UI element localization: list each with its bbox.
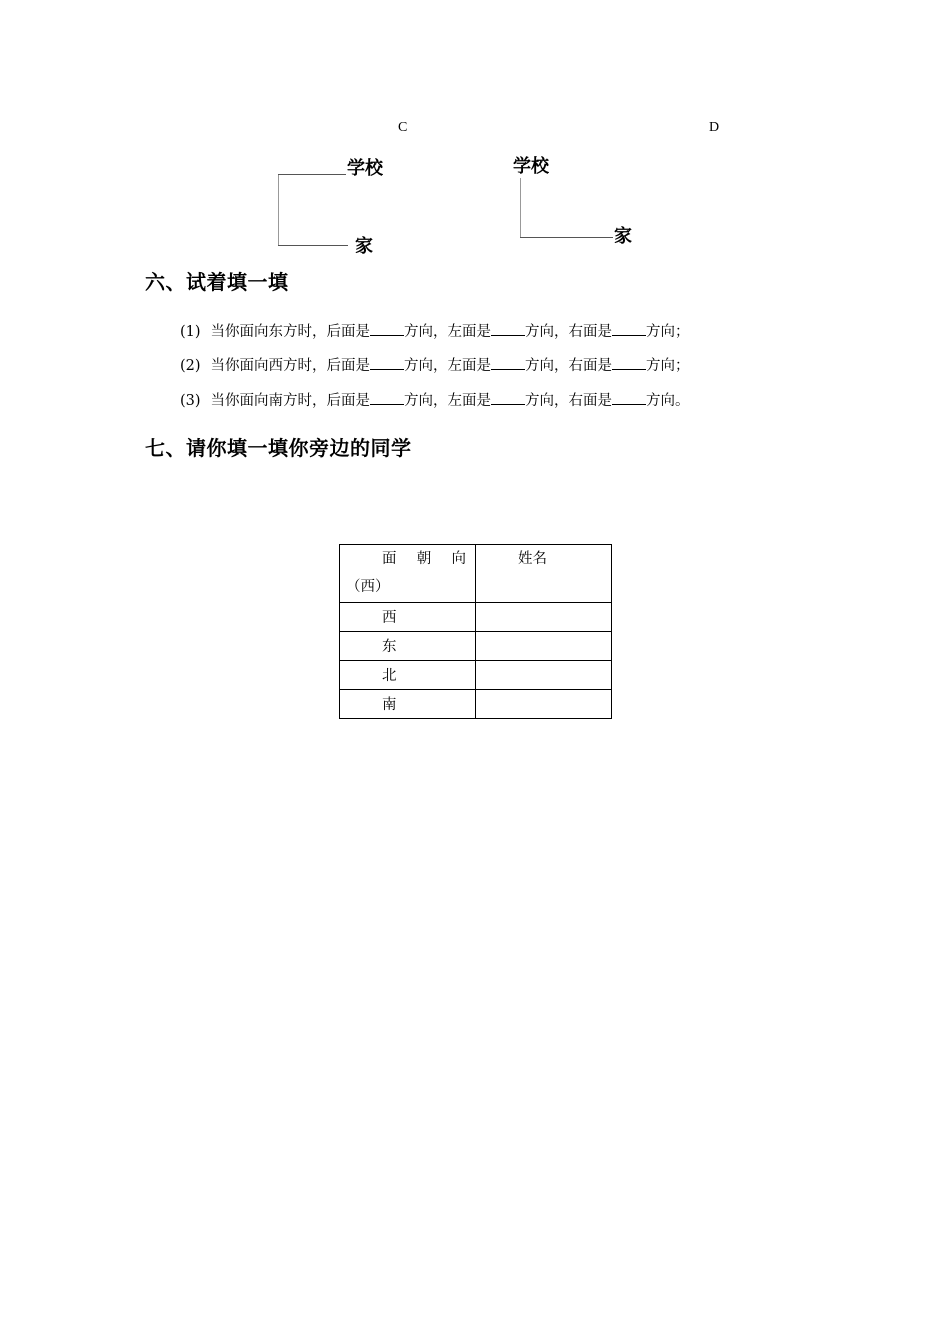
question-text: 方向； xyxy=(646,358,690,374)
question-stem: 当你面向南方时，后面是 xyxy=(210,393,371,409)
section-7-heading: 七、请你填一填你旁边的同学 xyxy=(145,436,412,460)
question-1 xyxy=(180,320,690,341)
answer-blank[interactable] xyxy=(370,355,404,370)
question-text: 方向，右面是 xyxy=(525,324,613,340)
direction-label: 西 xyxy=(382,610,397,626)
question-text: 方向。 xyxy=(646,393,690,409)
answer-blank[interactable] xyxy=(491,321,525,336)
option-d-home-label: 家 xyxy=(614,226,632,247)
question-text: 方向，左面是 xyxy=(404,358,492,374)
header-facing-cell xyxy=(340,545,476,603)
header-facing-char: 面 xyxy=(382,551,397,567)
option-d-vertical-line xyxy=(520,178,521,237)
header-name-cell xyxy=(476,545,612,603)
table-row xyxy=(340,690,612,719)
table-row xyxy=(340,603,612,632)
option-d-letter: D xyxy=(709,120,720,135)
header-facing-note: （西） xyxy=(346,579,390,595)
option-c-letter: C xyxy=(398,120,408,135)
option-d-school-label: 学校 xyxy=(513,156,549,177)
question-text: 方向； xyxy=(646,324,690,340)
header-facing-char: 朝 xyxy=(416,551,432,567)
header-name-label: 姓名 xyxy=(518,551,547,567)
table-row xyxy=(340,661,612,690)
question-2 xyxy=(180,354,690,375)
option-d-home-line xyxy=(520,237,613,238)
option-c-vertical-line xyxy=(278,174,279,246)
answer-blank[interactable] xyxy=(612,321,646,336)
question-text: 方向，左面是 xyxy=(404,324,492,340)
name-input-cell[interactable] xyxy=(476,661,612,690)
direction-label: 南 xyxy=(382,697,397,713)
table-row xyxy=(340,632,612,661)
name-input-cell[interactable] xyxy=(476,603,612,632)
section-6-heading: 六、试着填一填 xyxy=(145,270,289,294)
direction-cell xyxy=(340,661,476,690)
direction-label: 东 xyxy=(382,639,397,655)
name-input-cell[interactable] xyxy=(476,632,612,661)
option-c-school-label: 学校 xyxy=(347,158,383,179)
header-facing-char: 向 xyxy=(451,551,466,567)
option-c-home-label: 家 xyxy=(355,236,373,257)
direction-cell xyxy=(340,603,476,632)
direction-label: 北 xyxy=(382,668,397,684)
question-stem: 当你面向西方时，后面是 xyxy=(210,358,371,374)
question-number: (2) xyxy=(180,358,201,374)
option-c-home-line xyxy=(278,245,348,246)
direction-cell xyxy=(340,690,476,719)
table-header-row xyxy=(340,545,612,603)
answer-blank[interactable] xyxy=(370,321,404,336)
answer-blank[interactable] xyxy=(491,390,525,405)
answer-blank[interactable] xyxy=(612,355,646,370)
question-text: 方向，右面是 xyxy=(525,358,613,374)
answer-blank[interactable] xyxy=(612,390,646,405)
direction-cell xyxy=(340,632,476,661)
answer-blank[interactable] xyxy=(370,390,404,405)
classmate-direction-table xyxy=(339,544,612,719)
option-c-school-line xyxy=(278,174,346,175)
question-stem: 当你面向东方时，后面是 xyxy=(210,324,371,340)
header-facing-label xyxy=(382,547,466,568)
question-3 xyxy=(180,389,690,410)
question-number: (3) xyxy=(180,393,201,409)
answer-blank[interactable] xyxy=(491,355,525,370)
name-input-cell[interactable] xyxy=(476,690,612,719)
question-text: 方向，左面是 xyxy=(404,393,492,409)
question-number: (1) xyxy=(180,324,201,340)
question-text: 方向，右面是 xyxy=(525,393,613,409)
